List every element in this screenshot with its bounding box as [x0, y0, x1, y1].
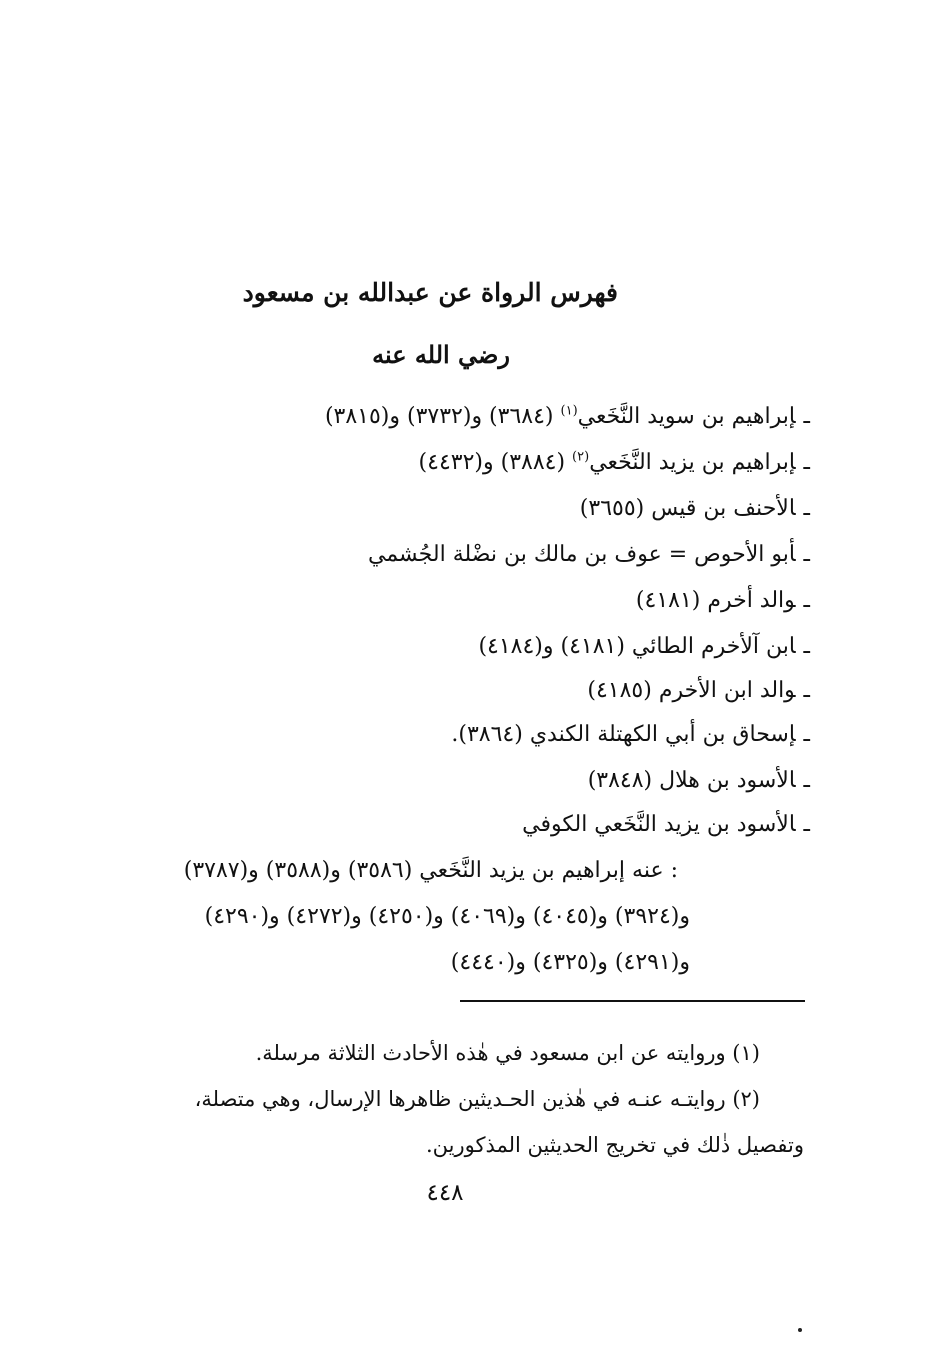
entry-name: إبراهيم بن سويد النَّخَعي [577, 404, 796, 429]
continuation-line: و(٣٩٢٤) و(٤٠٤٥) و(٤٠٦٩) و(٤٢٥٠) و(٤٢٧٢) و(٤٢٩٠) [204, 904, 690, 929]
index-entry [368, 540, 810, 570]
entry-text: ابن آلأخرم الطائي (٤١٨١) و(٤١٨٤) [478, 634, 796, 659]
index-entry [636, 586, 810, 616]
entry-dash: ـ [803, 678, 810, 703]
entry-dash: ـ [803, 404, 810, 429]
continuation-line: : عنه إبراهيم بن يزيد النَّخَعي (٣٥٨٦) و(٣٥٨٨) و(٣٧٨٧) [183, 858, 678, 883]
page-subtitle: رضي الله عنه [372, 340, 510, 369]
footnote: (١) وروايته عن ابن مسعود في هٰذه الأحادث الثلاثة مرسلة. [255, 1041, 760, 1065]
page-title: فهرس الرواة عن عبدالله بن مسعود [242, 278, 618, 307]
entry-text: الأسود بن يزيد النَّخَعي الكوفي [522, 812, 796, 837]
entry-dash: ـ [803, 542, 810, 567]
scan-speck [798, 1328, 802, 1332]
footnote-separator [460, 1000, 805, 1002]
index-entry [325, 402, 810, 432]
footnote: (٢) روايتـه عنـه في هٰذين الحـديثين ظاهرها الإرسال، وهي متصلة، [194, 1087, 760, 1111]
index-entry [478, 632, 810, 662]
entry-text: والد ابن الأخرم (٤١٨٥) [587, 678, 796, 703]
entry-text: الأحنف بن قيس (٣٦٥٥) [579, 496, 796, 521]
continuation-line: و(٤٢٩١) و(٤٣٢٥) و(٤٤٤٠) [450, 950, 690, 975]
footnote-ref: (٢) [572, 449, 590, 465]
entry-refs: (٣٨٨٤) و(٤٤٣٢) [418, 450, 566, 475]
index-entry [419, 448, 810, 478]
index-entry [451, 720, 810, 750]
page-number: ٤٤٨ [426, 1180, 464, 1206]
entry-dash: ـ [803, 722, 810, 747]
entry-dash: ـ [803, 496, 810, 521]
entry-dash: ـ [803, 588, 810, 613]
entry-refs: (٣٦٨٤) و(٣٧٣٢) و(٣٨١٥) [324, 404, 554, 429]
entry-text: الأسود بن هلال (٣٨٤٨) [587, 768, 796, 793]
index-entry [588, 766, 810, 796]
index-entry [522, 810, 810, 840]
index-entry [587, 676, 810, 706]
entry-dash: ـ [803, 450, 810, 475]
footnote-continuation: وتفصيل ذٰلك في تخريج الحديثين المذكورين. [425, 1133, 804, 1157]
index-entry [580, 494, 810, 524]
entry-text: والد أخرم (٤١٨١) [635, 588, 796, 613]
footnote-ref: (١) [560, 403, 578, 419]
entry-dash: ـ [803, 768, 810, 793]
entry-text: أبو الأحوص = عوف بن مالك بن نضْلة الجُشمي [368, 542, 796, 567]
entry-dash: ـ [803, 634, 810, 659]
entry-name: إبراهيم بن يزيد النَّخَعي [589, 450, 796, 475]
entry-text: إسحاق بن أبي الكهتلة الكندي (٣٨٦٤). [451, 722, 796, 747]
entry-dash: ـ [803, 812, 810, 837]
